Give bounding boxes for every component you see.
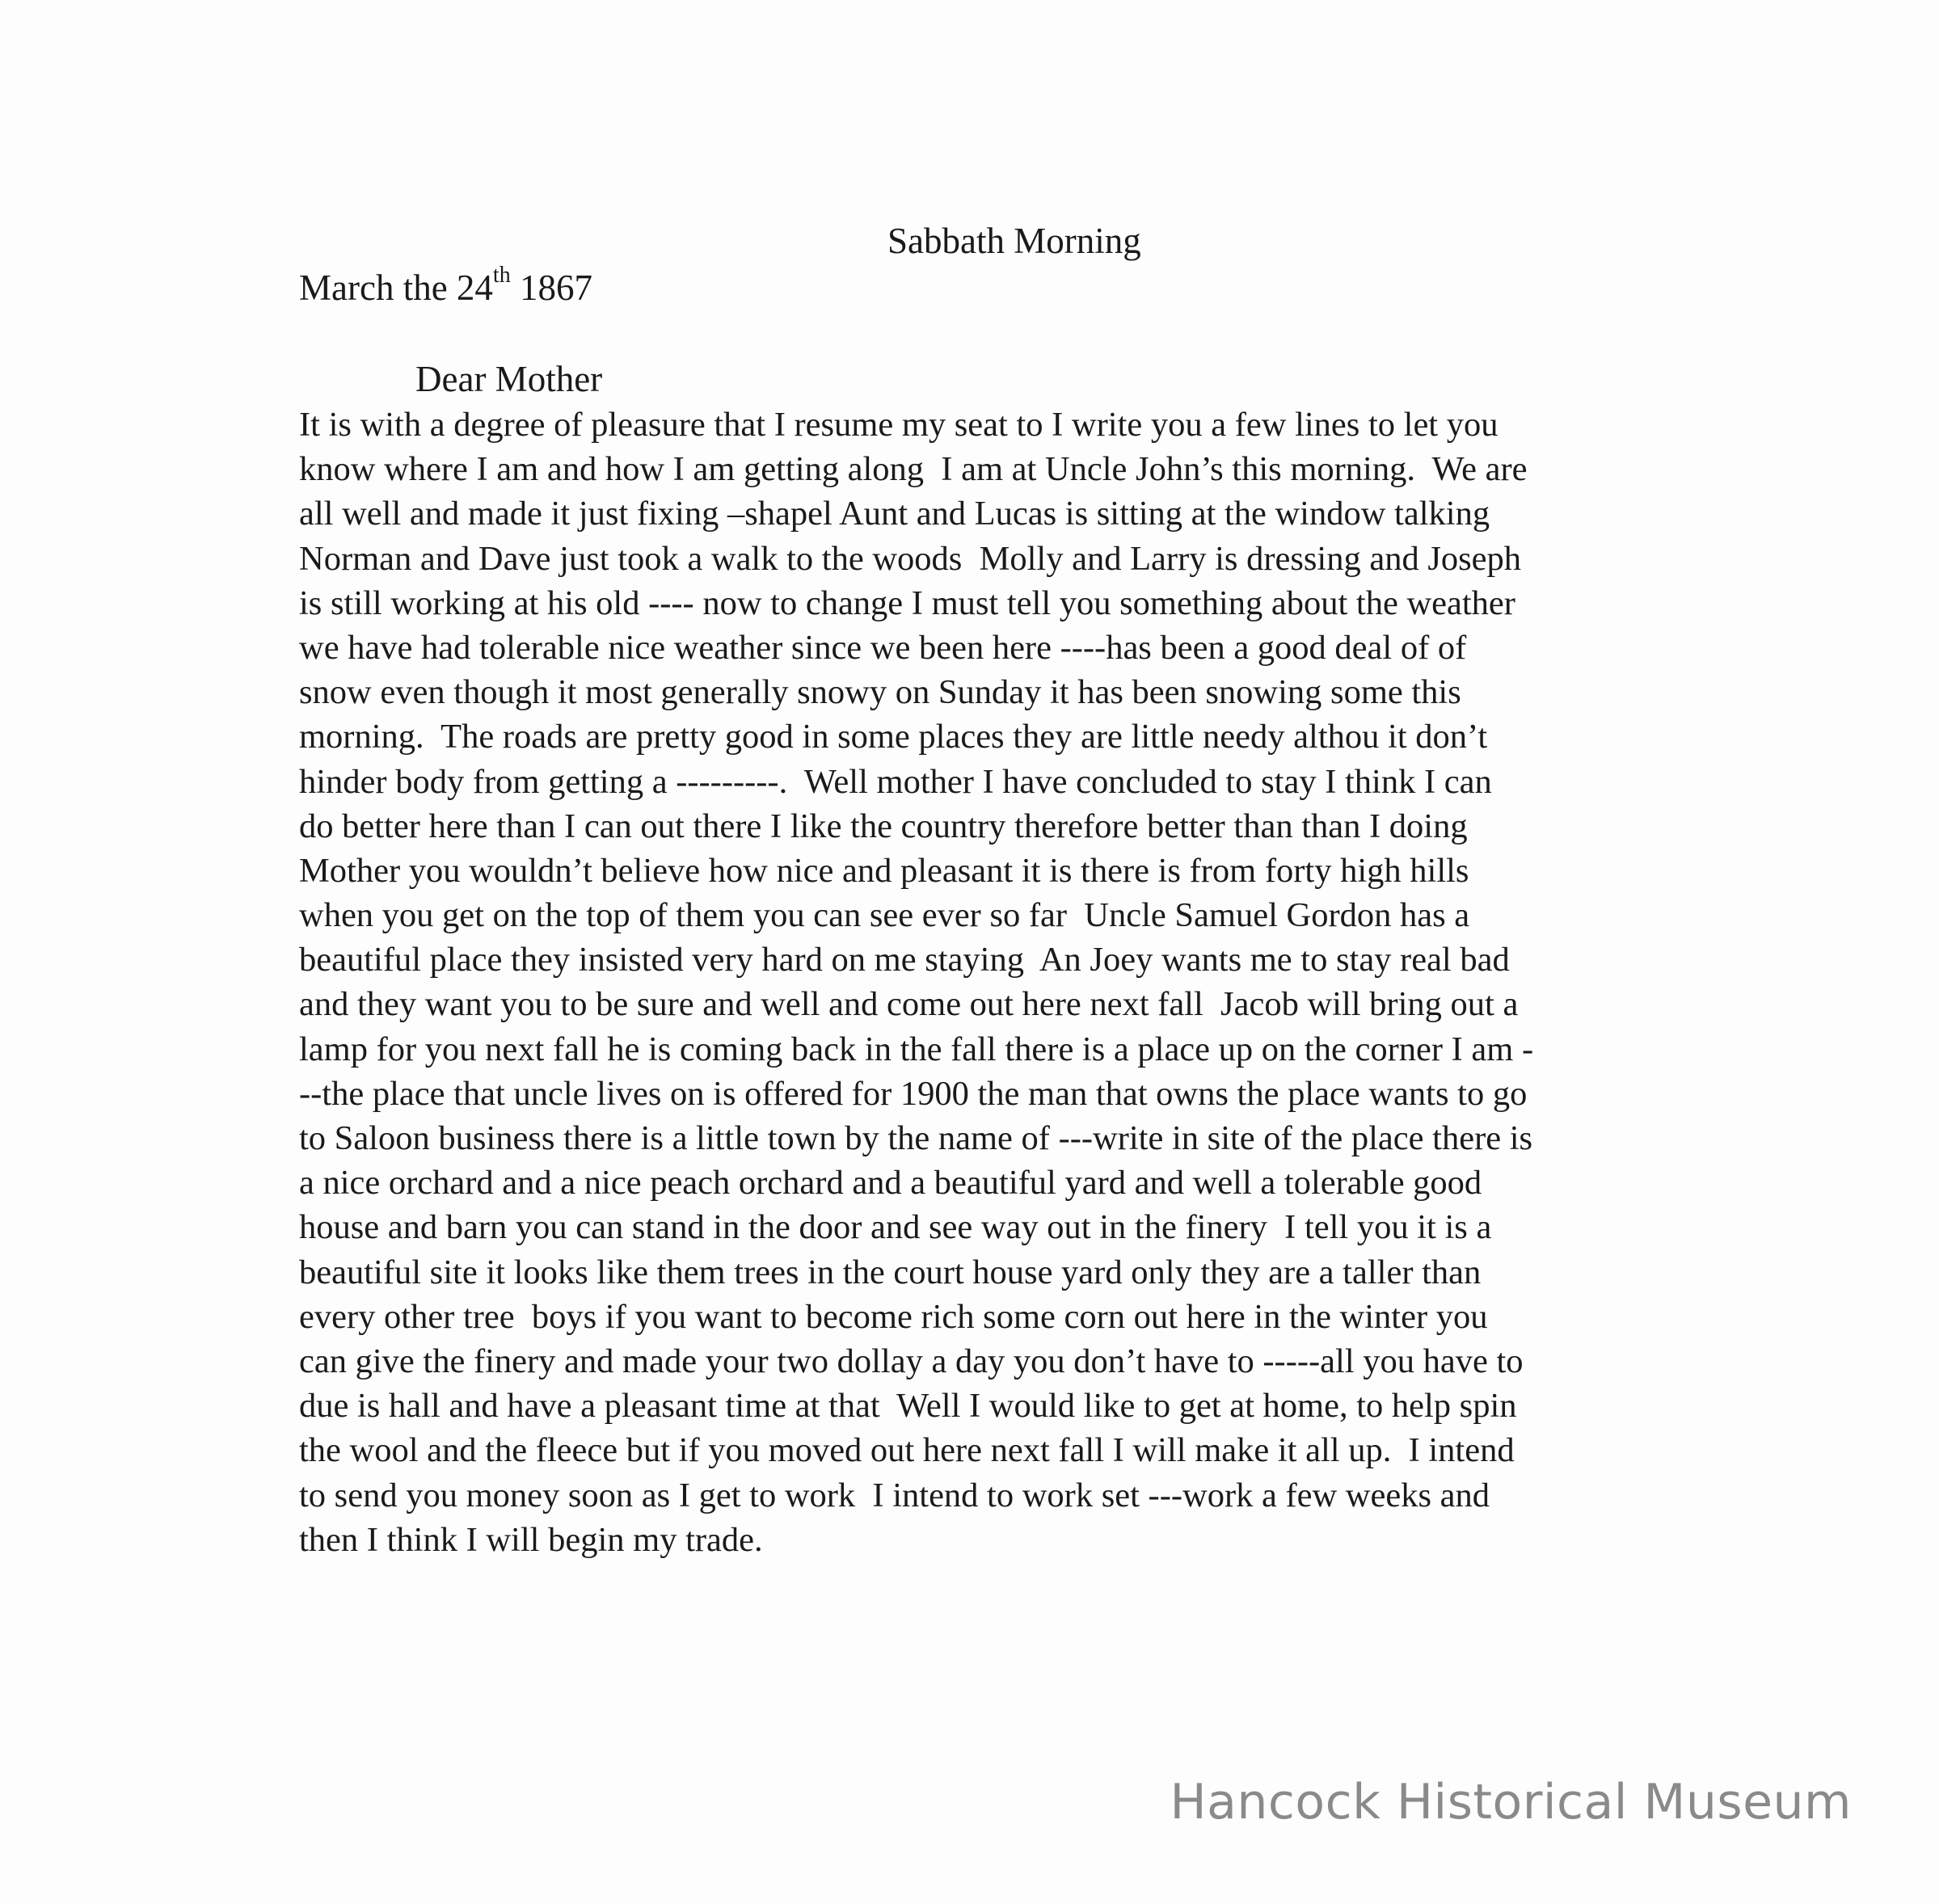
body-line: Mother you wouldn’t believe how nice and pleasant it is there is from forty high hills bbox=[299, 851, 1469, 890]
letter-body bbox=[299, 402, 1713, 1562]
body-line: and they want you to be sure and well and come out here next fall Jacob will bring out a bbox=[299, 985, 1519, 1024]
body-line: can give the finery and made your two dollay a day you don’t have to -----all you have to bbox=[299, 1342, 1524, 1380]
body-line: to Saloon business there is a little town by the name of ---write in site of the place there is bbox=[299, 1119, 1533, 1157]
letter-heading: Sabbath Morning bbox=[887, 221, 1141, 261]
body-line: house and barn you can stand in the door and see way out in the finery I tell you it is a bbox=[299, 1208, 1492, 1247]
body-line: know where I am and how I am getting along I am at Uncle John’s this morning. We are bbox=[299, 450, 1528, 489]
body-line: the wool and the fleece but if you moved out here next fall I will make it all up. I intend bbox=[299, 1431, 1515, 1470]
body-line: all well and made it just fixing –shapel Aunt and Lucas is sitting at the window talking bbox=[299, 495, 1490, 533]
body-line: --the place that uncle lives on is offered for 1900 the man that owns the place wants to go bbox=[299, 1074, 1528, 1113]
body-line: every other tree boys if you want to become rich some corn out here in the winter you bbox=[299, 1297, 1488, 1336]
date-ordinal-suffix: th bbox=[492, 263, 511, 288]
body-line: lamp for you next fall he is coming back in the fall there is a place up on the corner I am - bbox=[299, 1030, 1534, 1068]
body-line: hinder body from getting a ---------. Well mother I have concluded to stay I think I can bbox=[299, 762, 1492, 801]
museum-watermark: Hancock Historical Museum bbox=[1170, 1774, 1852, 1830]
body-line: to send you money soon as I get to work I intend to work set ---work a few weeks and bbox=[299, 1476, 1490, 1514]
body-line: morning. The roads are pretty good in some places they are little needy althou it don’t bbox=[299, 718, 1488, 756]
body-line: is still working at his old ---- now to change I must tell you something about the weather bbox=[299, 583, 1515, 622]
letter-date bbox=[299, 263, 592, 309]
body-line: beautiful site it looks like them trees in the court house yard only they are a taller than bbox=[299, 1253, 1482, 1291]
date-year: 1867 bbox=[510, 267, 592, 308]
body-line: beautiful place they insisted very hard on me staying An Joey wants me to stay real bad bbox=[299, 941, 1510, 979]
body-line: It is with a degree of pleasure that I resume my seat to I write you a few lines to let you bbox=[299, 406, 1499, 444]
body-line: do better here than I can out there I like the country therefore better than than I doing bbox=[299, 807, 1468, 845]
body-line: a nice orchard and a nice peach orchard and a beautiful yard and well a tolerable good bbox=[299, 1164, 1482, 1203]
body-line: Norman and Dave just took a walk to the woods Molly and Larry is dressing and Joseph bbox=[299, 539, 1522, 578]
body-line: due is hall and have a pleasant time at that Well I would like to get at home, to help spin bbox=[299, 1387, 1517, 1426]
letter-salutation: Dear Mother bbox=[415, 359, 603, 399]
date-prefix: March the 24 bbox=[299, 267, 493, 308]
body-line: we have had tolerable nice weather since we been here ----has been a good deal of of bbox=[299, 628, 1467, 667]
body-line: snow even though it most generally snowy on Sunday it has been snowing some this bbox=[299, 673, 1461, 712]
body-line: when you get on the top of them you can see ever so far Uncle Samuel Gordon has a bbox=[299, 896, 1470, 935]
body-line: then I think I will begin my trade. bbox=[299, 1520, 763, 1559]
